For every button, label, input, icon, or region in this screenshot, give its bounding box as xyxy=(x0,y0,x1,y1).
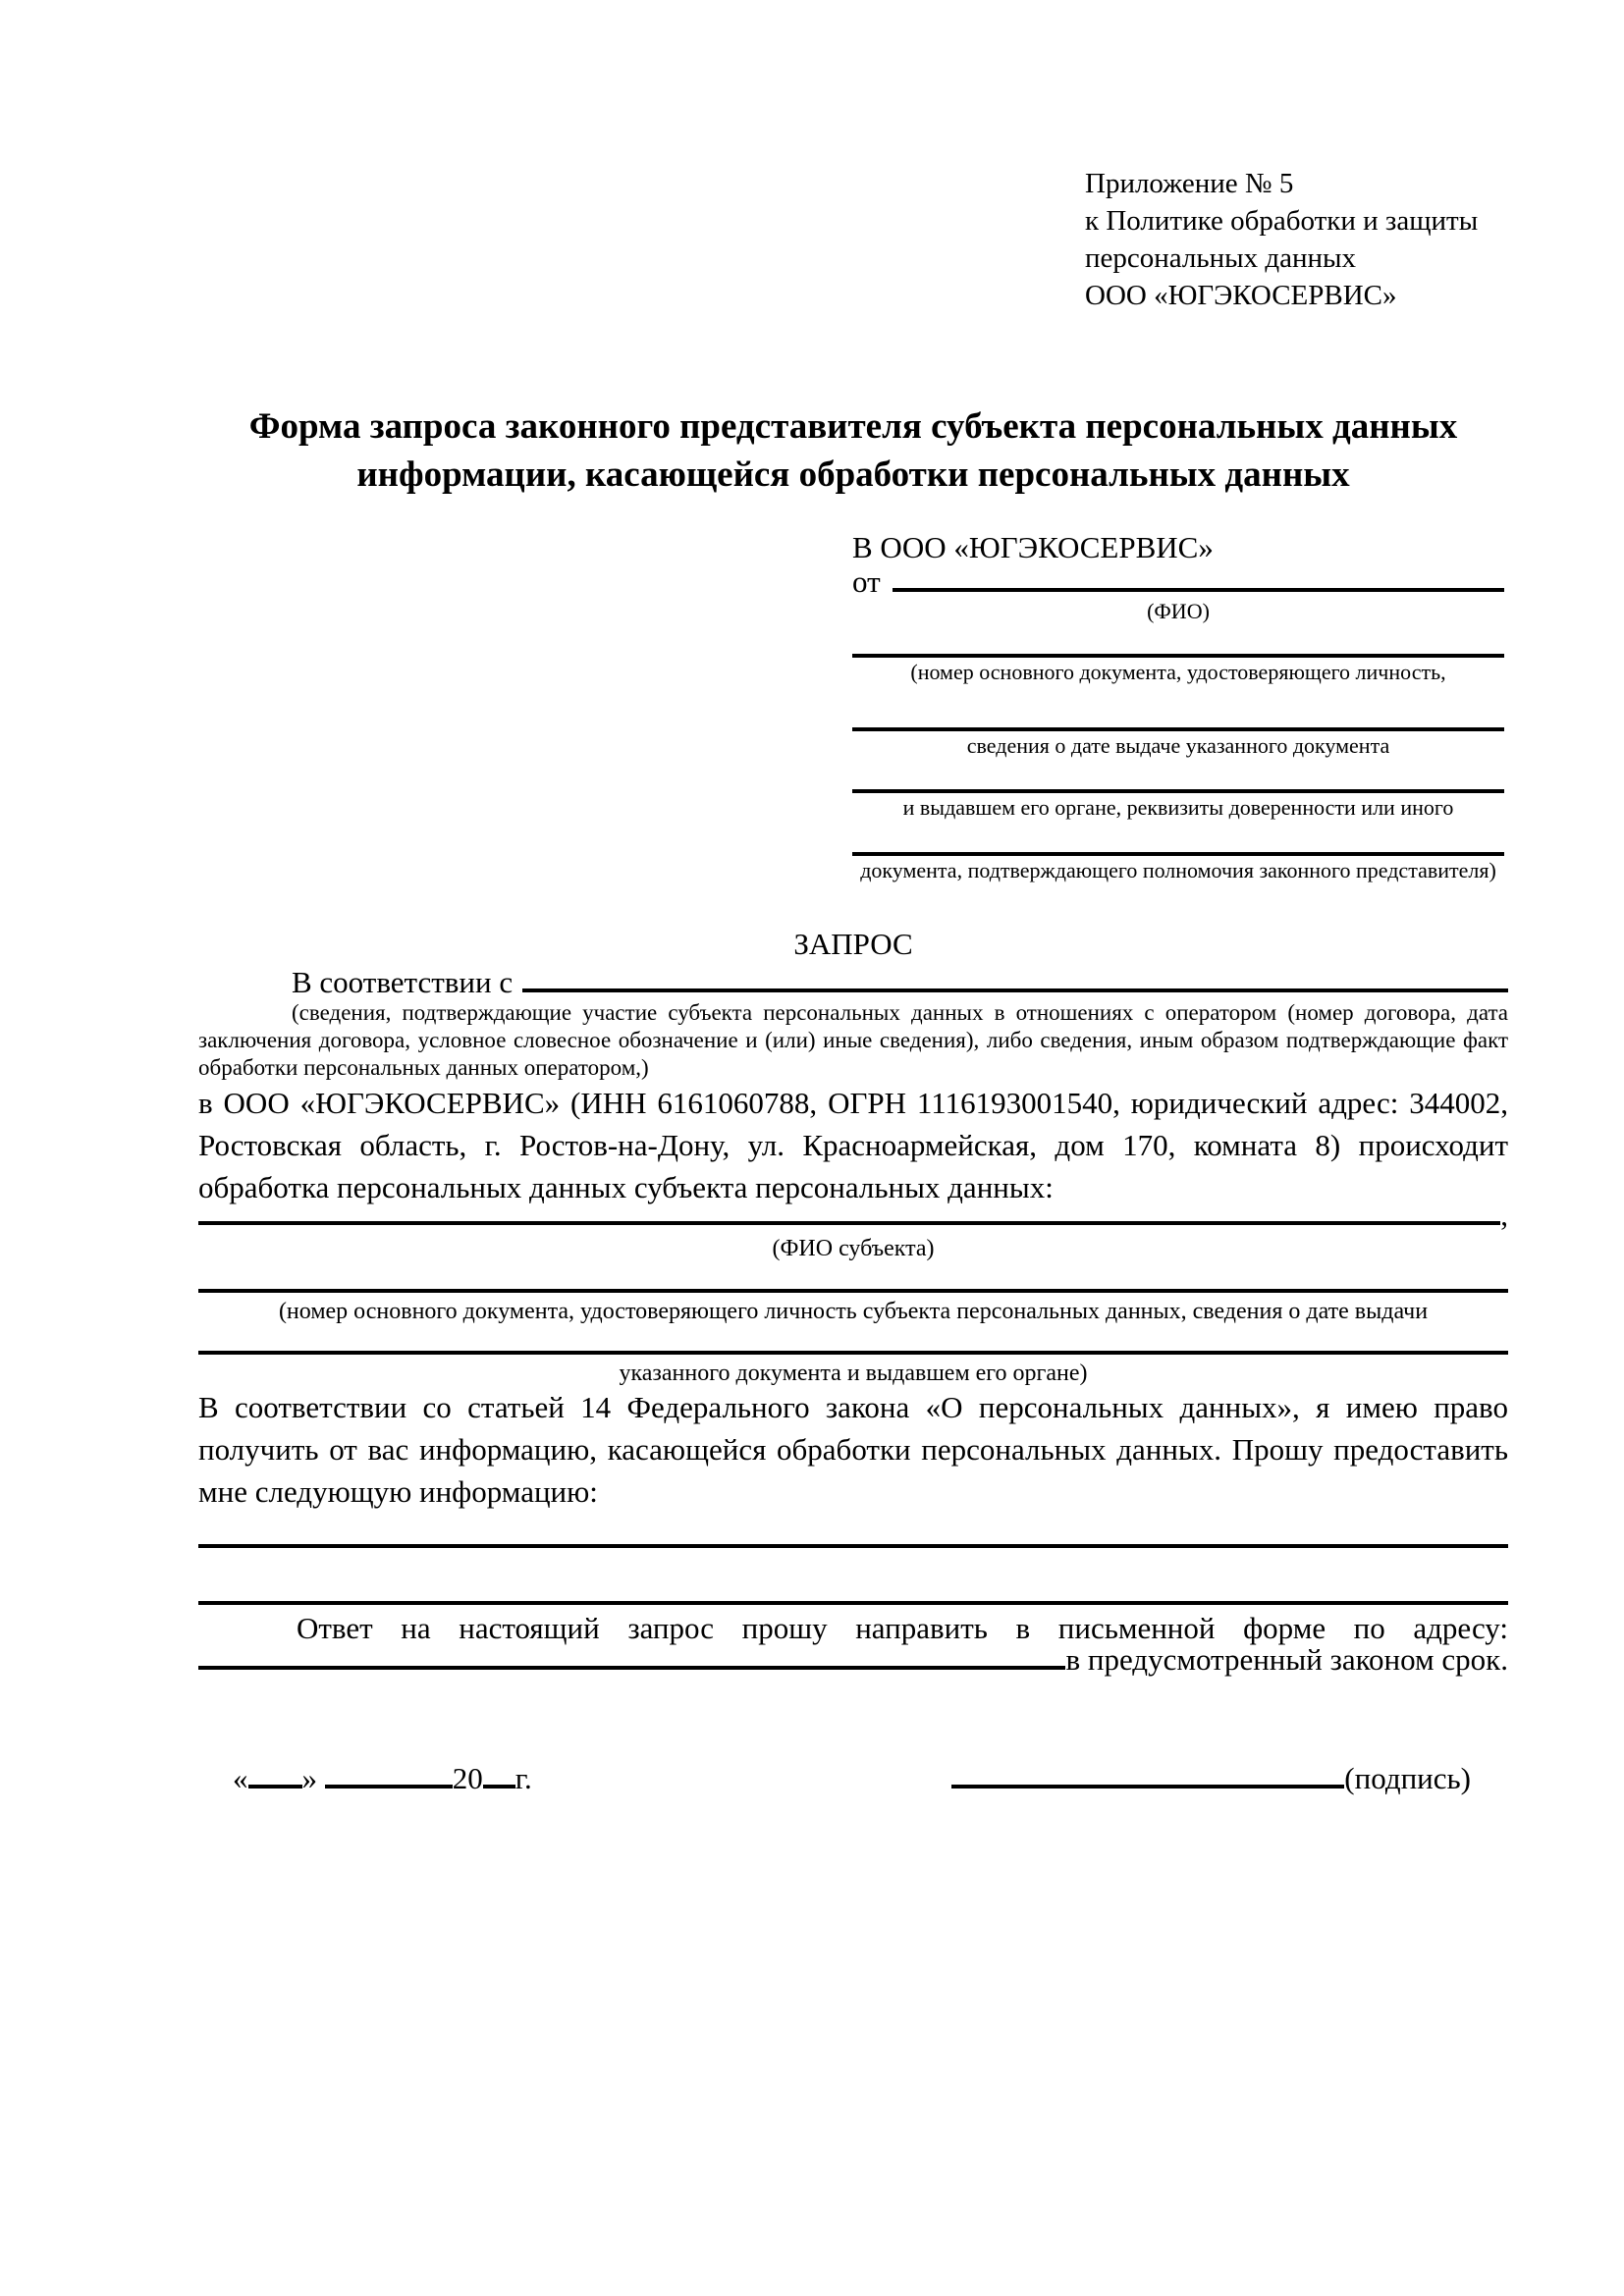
law-paragraph: В соответствии со статьей 14 Федерального закона «О персональных данных», я имею право получить от вас информацию, касающейся обработки персональных данных. Прошу предоставить мне следующую информацию: xyxy=(198,1390,1508,1509)
from-label: от xyxy=(852,564,881,599)
fio-blank-line xyxy=(893,586,1504,592)
request-heading: ЗАПРОС xyxy=(793,927,913,961)
date-day-blank xyxy=(248,1784,302,1789)
reply-address-blank-line xyxy=(198,1664,1065,1670)
subject-doc-caption-2: указанного документа и выдавшем его органе) xyxy=(619,1361,1088,1386)
signature-caption: (подпись) xyxy=(1344,1761,1471,1795)
date-year-prefix: 20 xyxy=(452,1761,483,1795)
reply-address-row xyxy=(198,1643,1508,1677)
header-note-line-4: ООО «ЮГЭКОСЕРВИС» xyxy=(1085,280,1397,311)
date-month-blank xyxy=(325,1784,453,1789)
from-row xyxy=(852,564,1504,599)
date-year-suffix: г. xyxy=(514,1761,532,1795)
subject-fio-blank-line xyxy=(198,1219,1500,1225)
header-note-line-1: Приложение № 5 xyxy=(1085,168,1294,199)
in-accordance-label: В соответствии с xyxy=(292,965,514,999)
document-title-line-2: информации, касающейся обработки персональных данных xyxy=(356,454,1350,495)
addressee-to: В ООО «ЮГЭКОСЕРВИС» xyxy=(852,530,1214,564)
requested-info-blank-line-1 xyxy=(198,1544,1508,1548)
date-year-blank xyxy=(483,1784,515,1789)
subject-fio-caption: (ФИО субъекта) xyxy=(772,1236,935,1261)
date-open-quote: « xyxy=(233,1761,248,1795)
subject-fio-row xyxy=(198,1200,1508,1231)
header-note-line-2: к Политике обработки и защиты xyxy=(1085,205,1479,237)
document-title-line-1: Форма запроса законного представителя субъекта персональных данных xyxy=(248,406,1458,447)
signature-blank-line xyxy=(951,1784,1344,1789)
issue-date-caption: сведения о дате выдаче указанного документа xyxy=(966,733,1390,758)
subject-doc-authority-blank-line xyxy=(198,1351,1508,1355)
fio-caption: (ФИО) xyxy=(1147,599,1210,623)
header-note xyxy=(1085,165,1478,314)
issuing-authority-caption: и выдавшем его органе, реквизиты доверенности или иного xyxy=(902,795,1454,820)
doc-number-caption: (номер основного документа, удостоверяющего личность, xyxy=(910,660,1446,684)
in-accordance-blank-line xyxy=(522,987,1508,992)
authority-document-caption: документа, подтверждающего полномочия законного представителя) xyxy=(860,858,1496,882)
in-accordance-row xyxy=(198,966,1508,999)
subject-doc-blank-line xyxy=(198,1289,1508,1293)
reply-paragraph: Ответ на настоящий запрос прошу направить в письменной форме по адресу: xyxy=(297,1611,1508,1645)
addressee-block xyxy=(852,528,1504,885)
date-group xyxy=(233,1759,532,1798)
header-note-line-3: персональных данных xyxy=(1085,242,1357,274)
signature-group xyxy=(951,1759,1471,1798)
date-signature-row xyxy=(198,1759,1508,1798)
requested-info-blank-line-2 xyxy=(198,1601,1508,1605)
subject-line-comma: , xyxy=(1500,1198,1508,1232)
subject-doc-caption-1: (номер основного документа, удостоверяющего личность субъекта персональных данных, сведения о дате выдачи xyxy=(278,1299,1429,1324)
reply-suffix: в предусмотренный законом срок. xyxy=(1065,1642,1508,1677)
document-title xyxy=(198,402,1508,499)
in-accordance-caption: (сведения, подтверждающие участие субъекта персональных данных в отношениях с оператором (номер договора, дата заключения договора, условное словесное обозначение и (или) иные сведения), либо сведения, иным образом подтверждающие факт обработки персональных данных оператором,) xyxy=(198,1000,1508,1080)
operator-paragraph: в ООО «ЮГЭКОСЕРВИС» (ИНН 6161060788, ОГРН 1116193001540, юридический адрес: 344002, Ростовская область, г. Ростов-на-Дону, ул. Красноармейская, дом 170, комната 8) происходит обработка персональных данных субъекта персональных данных: xyxy=(198,1086,1508,1204)
date-close-quote: » xyxy=(301,1761,317,1795)
